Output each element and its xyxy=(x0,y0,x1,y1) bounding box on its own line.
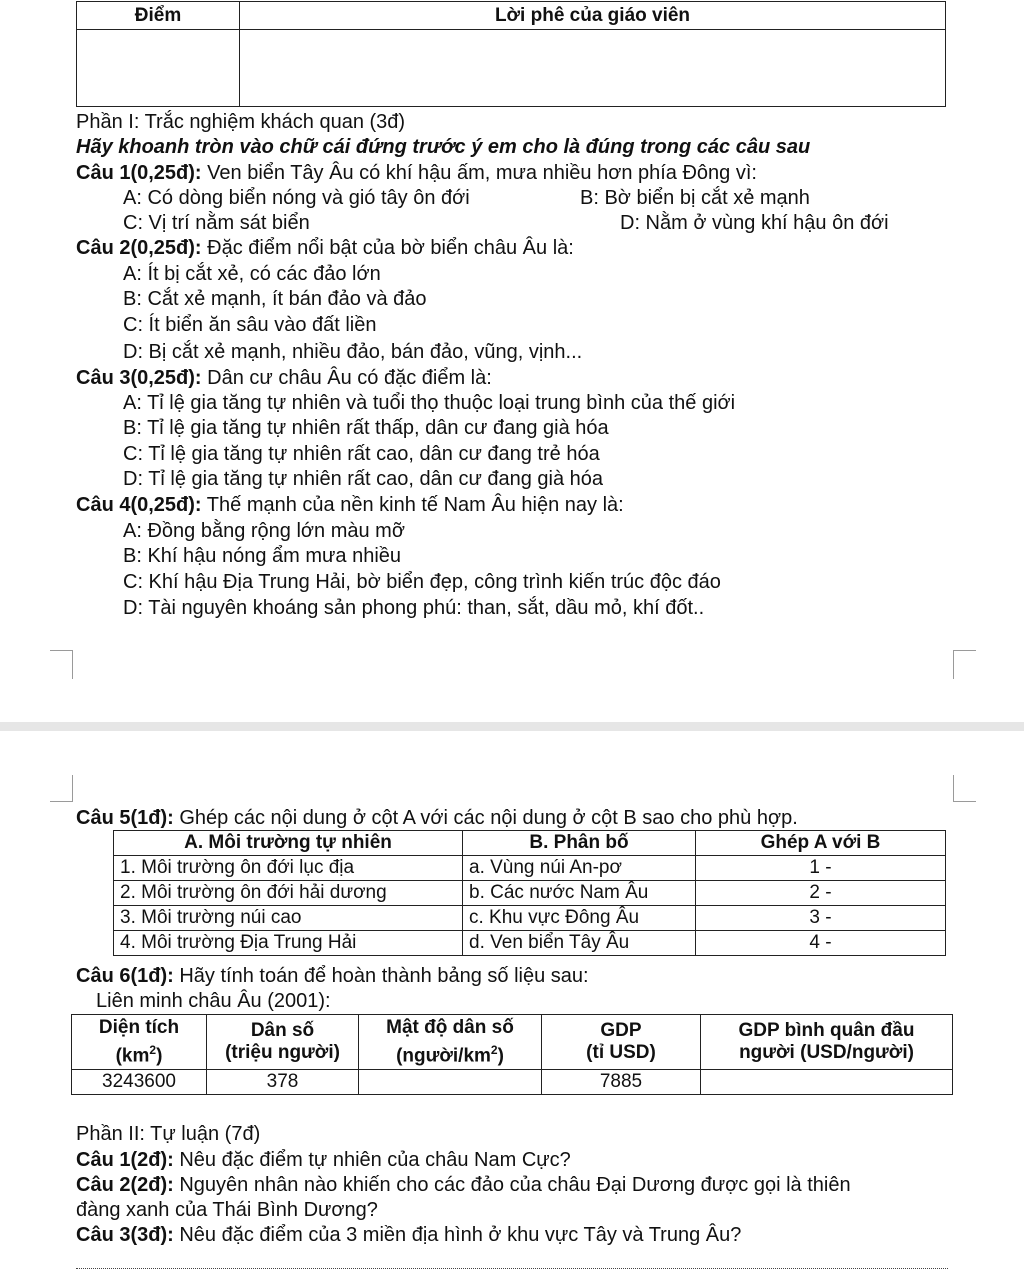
essay-question-2 xyxy=(76,1173,851,1197)
matching-answer[interactable]: 4 - xyxy=(696,931,946,956)
page-corner-mark xyxy=(50,650,73,679)
matching-cell: 4. Môi trường Địa Trung Hải xyxy=(114,931,463,956)
page-break xyxy=(0,722,1024,731)
question-3-label: Câu 3(0,25đ): xyxy=(76,367,202,389)
grade-table xyxy=(76,1,946,107)
matching-cell: c. Khu vực Đông Âu xyxy=(463,906,696,931)
question-2-text: Đặc điểm nổi bật của bờ biển châu Âu là: xyxy=(207,237,574,259)
essay-question-1-text: Nêu đặc điểm tự nhiên của châu Nam Cực? xyxy=(179,1149,571,1171)
matching-answer[interactable]: 3 - xyxy=(696,906,946,931)
essay-question-3 xyxy=(76,1223,741,1247)
matching-header-b: B. Phân bố xyxy=(463,831,696,856)
essay-question-2-text: Nguyên nhân nào khiến cho các đảo của châu Đại Dương được gọi là thiên xyxy=(179,1174,851,1196)
q2-option-b[interactable]: B: Cắt xẻ mạnh, ít bán đảo và đảo xyxy=(123,288,427,310)
col-population-header: Dân số (triệu người) xyxy=(207,1015,359,1070)
grade-cell[interactable] xyxy=(77,30,240,107)
q3-option-d[interactable]: D: Tỉ lệ gia tăng tự nhiên rất cao, dân cư đang già hóa xyxy=(123,468,604,490)
matching-cell: d. Ven biển Tây Âu xyxy=(463,931,696,956)
matching-answer[interactable]: 1 - xyxy=(696,856,946,881)
essay-question-3-label: Câu 3(3đ): xyxy=(76,1224,174,1246)
question-5 xyxy=(76,806,798,830)
teacher-comment-header: Lời phê của giáo viên xyxy=(240,2,946,30)
question-2-label: Câu 2(0,25đ): xyxy=(76,237,202,259)
page-corner-mark xyxy=(50,775,73,802)
q4-option-d[interactable]: D: Tài nguyên khoáng sản phong phú: than, sắt, dầu mỏ, khí đốt.. xyxy=(123,597,705,619)
q1-option-b[interactable]: B: Bờ biển bị cắt xẻ mạnh xyxy=(580,187,810,209)
col-density-header: Mật độ dân số $(người/km^2)$ xyxy=(359,1015,542,1070)
part1-title: Phần I: Trắc nghiệm khách quan (3đ) xyxy=(76,111,406,133)
question-4-label: Câu 4(0,25đ): xyxy=(76,494,202,516)
q4-option-c[interactable]: C: Khí hậu Địa Trung Hải, bờ biển đẹp, công trình kiến trúc độc đáo xyxy=(123,571,721,593)
question-5-label: Câu 5(1đ): xyxy=(76,807,174,829)
question-1-text: Ven biển Tây Âu có khí hậu ấm, mưa nhiều hơn phía Đông vì: xyxy=(207,162,757,184)
gdp-value: 7885 xyxy=(542,1070,701,1095)
q3-option-a[interactable]: A: Tỉ lệ gia tăng tự nhiên và tuổi thọ thuộc loại trung bình của thế giới xyxy=(123,392,736,414)
part1-instruction: Hãy khoanh tròn vào chữ cái đứng trước ý em cho là đúng trong các câu sau xyxy=(76,136,811,158)
q2-option-a[interactable]: A: Ít bị cắt xẻ, có các đảo lớn xyxy=(123,263,381,285)
essay-question-1-label: Câu 1(2đ): xyxy=(76,1149,174,1171)
grade-header: Điểm xyxy=(77,2,240,30)
question-1-label: Câu 1(0,25đ): xyxy=(76,162,202,184)
q4-option-a[interactable]: A: Đồng bằng rộng lớn màu mỡ xyxy=(123,520,405,542)
q2-option-c[interactable]: C: Ít biển ăn sâu vào đất liền xyxy=(123,314,377,336)
question-4-text: Thế mạnh của nền kinh tế Nam Âu hiện nay là: xyxy=(206,494,624,516)
q3-option-b[interactable]: B: Tỉ lệ gia tăng tự nhiên rất thấp, dân cư đang già hóa xyxy=(123,417,609,439)
q1-option-d[interactable]: D: Nằm ở vùng khí hậu ôn đới xyxy=(620,212,889,234)
q1-option-c[interactable]: C: Vị trí nằm sát biển xyxy=(123,212,310,234)
matching-cell: 3. Môi trường núi cao xyxy=(114,906,463,931)
density-value[interactable] xyxy=(359,1070,542,1095)
col-gdp-per-capita-header: GDP bình quân đầu người (USD/người) xyxy=(701,1015,953,1070)
col-gdp-header: GDP (tỉ USD) xyxy=(542,1015,701,1070)
question-6-label: Câu 6(1đ): xyxy=(76,965,174,987)
essay-question-3-text: Nêu đặc điểm của 3 miền địa hình ở khu vực Tây và Trung Âu? xyxy=(179,1224,742,1246)
matching-answer[interactable]: 2 - xyxy=(696,881,946,906)
q3-option-c[interactable]: C: Tỉ lệ gia tăng tự nhiên rất cao, dân cư đang trẻ hóa xyxy=(123,443,600,465)
eu-data-table xyxy=(71,1014,953,1095)
question-4 xyxy=(76,493,624,517)
q2-option-d[interactable]: D: Bị cắt xẻ mạnh, nhiều đảo, bán đảo, vũng, vịnh... xyxy=(123,341,583,363)
essay-question-1 xyxy=(76,1148,571,1172)
question-3 xyxy=(76,366,492,390)
matching-header-a: A. Môi trường tự nhiên xyxy=(114,831,463,856)
question-5-text: Ghép các nội dung ở cột A với các nội dung ở cột B sao cho phù hợp. xyxy=(179,807,798,829)
page-corner-mark xyxy=(953,775,976,802)
matching-cell: 1. Môi trường ôn đới lục địa xyxy=(114,856,463,881)
question-2 xyxy=(76,236,574,260)
matching-cell: a. Vùng núi An-pơ xyxy=(463,856,696,881)
question-1 xyxy=(76,161,757,185)
col-area-header: Diện tích $(km^2)$ xyxy=(72,1015,207,1070)
question-3-text: Dân cư châu Âu có đặc điểm là: xyxy=(207,367,492,389)
teacher-comment-cell[interactable] xyxy=(240,30,946,107)
eu-table-subtitle: Liên minh châu Âu (2001): xyxy=(96,990,331,1012)
essay-question-2-label: Câu 2(2đ): xyxy=(76,1174,174,1196)
question-6 xyxy=(76,964,589,988)
gdp-per-capita-value[interactable] xyxy=(701,1070,953,1095)
page-corner-mark xyxy=(953,650,976,679)
population-value: 378 xyxy=(207,1070,359,1095)
essay-question-2-cont: đàng xanh của Thái Bình Dương? xyxy=(76,1199,378,1221)
matching-cell: 2. Môi trường ôn đới hải dương xyxy=(114,881,463,906)
q1-option-a[interactable]: A: Có dòng biển nóng và gió tây ôn đới xyxy=(123,187,470,209)
part2-title: Phần II: Tự luận (7đ) xyxy=(76,1123,261,1145)
matching-header-match: Ghép A với B xyxy=(696,831,946,856)
answer-line[interactable] xyxy=(76,1268,948,1269)
q4-option-b[interactable]: B: Khí hậu nóng ẩm mưa nhiều xyxy=(123,545,402,567)
matching-table xyxy=(113,830,946,956)
matching-cell: b. Các nước Nam Âu xyxy=(463,881,696,906)
question-6-text: Hãy tính toán để hoàn thành bảng số liệu sau: xyxy=(179,965,589,987)
area-value: 3243600 xyxy=(72,1070,207,1095)
